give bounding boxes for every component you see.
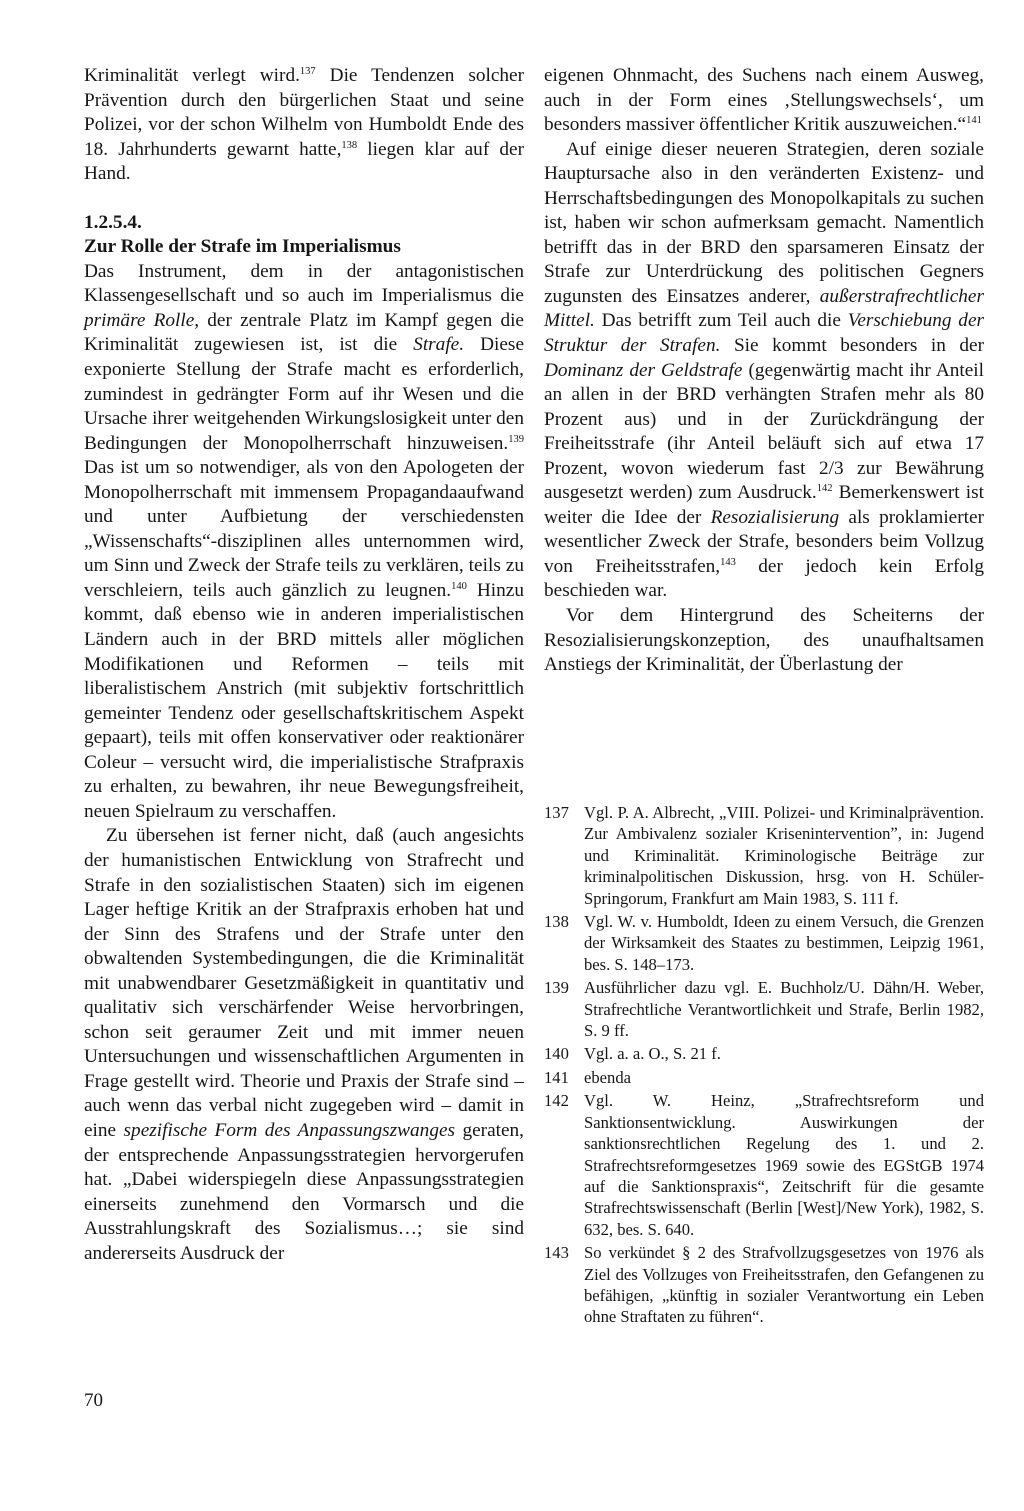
- emphasis: außerstrafrechtlicher Mittel.: [544, 285, 984, 332]
- footnote-number: 137: [544, 803, 569, 822]
- left-column: [84, 64, 524, 1266]
- paragraph: [84, 260, 524, 825]
- footnote-text: So verkündet § 2 des Strafvollzugsgesetzes von 1976 als Ziel des Vollzuges von Freiheitsstrafen, den Gefangenen zu befähigen, „künftig in sozialer Verantwortung ein Leben ohne Straftaten zu führen“.: [584, 1243, 984, 1327]
- text-run: Hinzu kommt, daß ebenso wie in anderen imperialistischen Ländern auch in der BRD mittels aller möglichen Modifikationen und Reformen – teils mit liberalistischem Anstrich (mit subjektiv fortschrittlich gemeinter Tendenz oder gesellschaftskritischem Aspekt gepaart), teils mit offen konservativer oder reaktionärer Coleur – versucht wird, die imperialistische Strafpraxis zu erhalten, zu bewahren, ihr neue Bewegungsfreiheit, neuen Spielraum zu verschaffen.: [84, 579, 524, 822]
- emphasis: Resozialisierung: [710, 506, 840, 528]
- text-run: Diese exponierte Stellung der Strafe macht es erforderlich, zumindest in gedrängter Form auf ihr Wesen und die Ursache ihrer weitgehenden Wirkungslosigkeit unter den Bedingungen der Monopolherrschaft hinzuweisen.: [84, 334, 524, 454]
- right-column: [544, 64, 984, 678]
- text-run: der jedoch kein Erfolg beschieden war.: [544, 555, 985, 602]
- emphasis: Verschiebung der Struktur der Strafen.: [544, 310, 985, 357]
- emphasis: primäre Rolle,: [84, 309, 200, 331]
- footnote-139: [544, 977, 984, 1041]
- text-run: Das ist um so notwendiger, als von den Apologeten der Monopolherrschaft mit immensem Propagandaaufwand und unter Aufbietung der verschiedensten „Wissenschafts“-disziplinen alles unternommen wird, um Sinn und Zweck der Strafe teils zu verklären, teils zu verschleiern, teils auch gänzlich zu leugnen.: [84, 457, 524, 601]
- text-run: eigenen Ohnmacht, des Suchens nach einem Ausweg, auch in der Form eines ‚Stellungswechsels‘, um besonders massiver öffentlicher Kritik auszuweichen.“: [544, 65, 984, 136]
- footnote-138: [544, 911, 984, 975]
- footnote-ref[interactable]: 143: [720, 556, 736, 568]
- footnote-number: 138: [544, 912, 569, 932]
- footnote-text: Vgl. W. v. Humboldt, Ideen zu einem Versuch, die Grenzen der Wirksamkeit des Staates zu bestimmen, Leipzig 1961, bes. S. 148–173.: [584, 912, 984, 974]
- text-run: der zentrale Platz im Kampf gegen die Kriminalität zugewiesen ist, ist die: [84, 309, 524, 356]
- emphasis: Dominanz der Geldstrafe: [544, 359, 743, 381]
- footnote-text: Vgl. P. A. Albrecht, „VIII. Polizei- und Kriminalprävention. Zur Ambivalenz sozialer Kriseninterventionˮ, in: Jugend und Kriminalität. Kriminologische Beiträge zur kriminalpolitischen Diskussion, hrsg. von H. Schüler-Springorum, Frankfurt am Main 1983, S. 111 f.: [584, 803, 984, 908]
- footnote-ref[interactable]: 141: [966, 115, 982, 127]
- footnote-ref[interactable]: 139: [508, 433, 524, 445]
- text-run: Vor dem Hintergrund des Scheiterns der Resozialisierungskonzeption, des unaufhaltsamen Anstiegs der Kriminalität, der Überlastung der: [544, 605, 984, 676]
- footnote-141: [544, 1067, 984, 1088]
- text-run: (gegenwärtig macht ihr Anteil an allen in der BRD verhängten Strafen mehr als 80 Prozent aus) und in der Zurückdrängung der Freiheitsstrafe (ihr Anteil beläuft sich auf etwa 17 Prozent, wovon wiederum fast 2/3 zur Bewährung ausgesetzt werden) zum Ausdruck.: [544, 359, 985, 504]
- text-run: Sie kommt besonders in der: [720, 335, 984, 357]
- text-run: Bemerkenswert ist weiter die Idee der: [544, 482, 984, 528]
- text-run: geraten, der entsprechende Anpassungsstrategien hervorgerufen hat. „Dabei widerspiegeln diese Anpassungsstrategien einerseits zunehmend den Vormarsch und die Ausstrahlungskraft des Sozialismus…; sie sind andererseits Ausdruck der: [84, 1119, 525, 1264]
- paragraph: [544, 138, 984, 604]
- text-run: Das betrifft zum Teil auch die: [594, 310, 848, 332]
- footnote-number: 140: [544, 1044, 569, 1064]
- footnote-137: [544, 802, 984, 909]
- paragraph: [84, 824, 524, 1266]
- footnote-number: 141: [544, 1067, 569, 1087]
- footnote-142: [544, 1090, 984, 1240]
- text-run: Zu übersehen ist ferner nicht, daß (auch angesichts der humanistischen Entwicklung von Strafrecht und Strafe in den sozialistischen Staaten) sich im eigenen Lager heftige Kritik an der Strafpraxis erhoben hat und der Sinn des Strafens und der Strafe unter den obwaltenden Systembedingungen, die die Kriminalität mit unabwendbarer Gesetzmäßigkeit in quantitativ und qualitativ sich verschärfender Weise hervorbringen, schon seit geraumer Zeit und mit immer neuen Untersuchungen und wissenschaftlichen Argumenten in Frage gestellt wird. Theorie und Praxis der Strafe sind – auch wenn das verbal nicht zugegeben wird – damit in eine: [84, 825, 524, 1141]
- paragraph: [84, 64, 524, 187]
- footnote-ref[interactable]: 137: [299, 66, 316, 77]
- emphasis: spezifische Form des Anpassungszwanges: [123, 1119, 456, 1141]
- footnote-text: ebenda: [584, 1067, 631, 1087]
- paragraph: [544, 64, 984, 138]
- text-run: Kriminalität verlegt wird.: [84, 65, 300, 86]
- text-run: Die Tendenzen solcher Prävention durch den bürgerlichen Staat und seine Polizei, vor der schon Wilhelm von Humboldt Ende des 18. Jahrhunderts gewarnt hatte,: [84, 65, 524, 160]
- footnote-text: Ausführlicher dazu vgl. E. Buchholz/U. Dähn/H. Weber, Strafrechtliche Verantwortlichkeit und Strafe, Berlin 1982, S. 9 ff.: [584, 978, 984, 1041]
- text-run: als proklamierter wesentlicher Zweck der Strafe, besonders beim Vollzug von Freiheitsstrafen,: [544, 506, 984, 577]
- footnote-text: Vgl. a. a. O., S. 21 f.: [584, 1044, 721, 1064]
- footnotes: [544, 802, 984, 1330]
- section-title: Zur Rolle der Strafe im Imperialismus: [84, 236, 401, 258]
- footnote-140: [544, 1043, 984, 1064]
- paragraph: [544, 604, 984, 678]
- text-run: Das Instrument, dem in der antagonistischen Klassengesellschaft und so auch im Imperialismus die: [84, 260, 524, 307]
- footnote-number: 142: [544, 1091, 569, 1111]
- footnote-text: Vgl. W. Heinz, „Strafrechtsreform und Sanktionsentwicklung. Auswirkungen der sanktionsrechtlichen Regelung des 1. und 2. Strafrechtsreformgesetzes 1969 sowie des EGStGB 1974 auf die Sanktionspraxis“, Zeitschrift für die gesamte Strafrechtswissenschaft (Berlin [West]/New York), 1982, S. 632, bes. S. 640.: [584, 1091, 984, 1239]
- footnote-ref[interactable]: 138: [341, 139, 358, 151]
- section-number: 1.2.5.4.: [84, 211, 142, 233]
- emphasis: Strafe.: [413, 334, 465, 356]
- text-run: liegen klar auf der Hand.: [84, 138, 524, 185]
- footnote-ref[interactable]: 142: [816, 483, 833, 495]
- text-run: Auf einige dieser neueren Strategien, deren soziale Hauptursache also in den veränderten Existenz- und Herrschaftsbedingungen des Monopolkapitals zu suchen ist, haben wir schon aufmerksam gemacht. Namentlich betrifft das in der BRD den sparsameren Einsatz der Strafe zur Unterdrückung des politischen Gegners zugunsten des Einsatzes anderer,: [544, 138, 984, 307]
- footnote-number: 143: [544, 1243, 569, 1263]
- footnote-143: [544, 1242, 984, 1328]
- footnote-number: 139: [544, 978, 569, 998]
- page-number: 70: [84, 1390, 103, 1411]
- footnote-ref[interactable]: 140: [451, 580, 467, 592]
